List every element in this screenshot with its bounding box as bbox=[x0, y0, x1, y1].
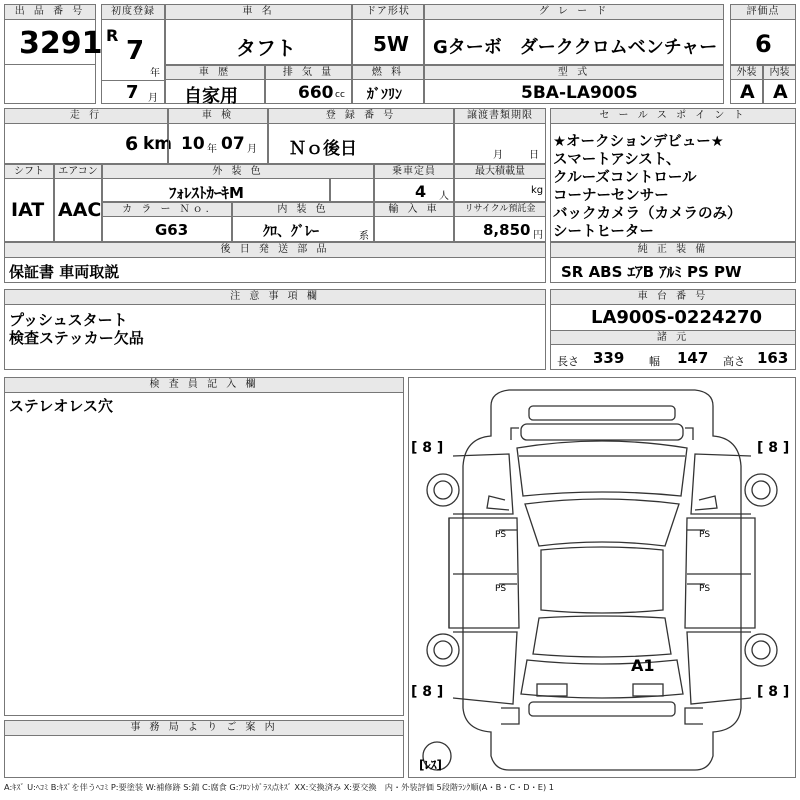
later-parts-label: 後 日 発 送 部 品 bbox=[4, 242, 546, 258]
car-diagram bbox=[409, 378, 795, 777]
capacity: 4 bbox=[415, 182, 427, 201]
mileage-label: 走 行 bbox=[4, 108, 168, 124]
exterior-color: ﾌｫﾚｽﾄｶｰｷM bbox=[169, 184, 244, 202]
interior-label: 内装 bbox=[763, 65, 796, 80]
height-label: 高さ bbox=[723, 355, 745, 368]
exterior-label: 外装 bbox=[730, 65, 763, 80]
genuine-box bbox=[550, 257, 796, 283]
load-unit: kg bbox=[531, 185, 544, 196]
dims-box bbox=[550, 344, 796, 370]
displacement-cell bbox=[265, 79, 352, 104]
color-no-cell bbox=[102, 216, 232, 242]
sales-point-line: バックカメラ（カメラのみ） bbox=[553, 206, 742, 222]
history-label: 車 歴 bbox=[165, 65, 265, 80]
transfer-cell bbox=[454, 123, 546, 164]
inspection-month-unit: 月 bbox=[247, 144, 257, 155]
import-label: 輸 入 車 bbox=[374, 202, 454, 217]
ac: AAC bbox=[58, 199, 102, 221]
history-cell bbox=[165, 79, 265, 107]
length: 339 bbox=[593, 349, 625, 367]
inspection-cell bbox=[168, 123, 268, 164]
spare-tire-label: [ﾚｽ] bbox=[419, 758, 442, 772]
exterior-grade: A bbox=[740, 81, 755, 103]
recycle-unit: 円 bbox=[533, 230, 543, 241]
history: 自家用 bbox=[184, 86, 238, 107]
inspector-text: ステレオレス穴 bbox=[9, 397, 113, 415]
sales-point-line: クルーズコントロール bbox=[553, 170, 697, 186]
genuine-label: 純 正 装 備 bbox=[550, 242, 796, 258]
color-no: G63 bbox=[155, 221, 189, 239]
model-name-label: 車 名 bbox=[165, 4, 352, 20]
inspector-label: 検 査 員 記 入 欄 bbox=[4, 377, 404, 393]
car-diagram-box bbox=[408, 377, 796, 778]
fuel: ｶﾞｿﾘﾝ bbox=[367, 87, 402, 103]
interior-grade: A bbox=[773, 81, 788, 103]
first-reg-label: 初度登録 bbox=[101, 4, 165, 20]
notes-label: 注 意 事 項 欄 bbox=[4, 289, 546, 305]
lot-number: 3291 bbox=[19, 26, 103, 61]
office-box bbox=[4, 735, 404, 778]
color-label: 外 装 色 bbox=[102, 164, 374, 179]
transfer-month-unit: 月 bbox=[493, 150, 503, 161]
transfer-label: 譲渡書類期限 bbox=[454, 108, 546, 124]
ps-mark: PS bbox=[495, 530, 507, 540]
score: 6 bbox=[755, 30, 772, 58]
chassis-box bbox=[550, 304, 796, 331]
score-cell bbox=[730, 19, 796, 65]
plate-cell bbox=[268, 123, 454, 164]
displacement: 660 bbox=[298, 83, 334, 103]
capacity-cell bbox=[374, 178, 454, 202]
score-label: 評価点 bbox=[730, 4, 796, 20]
fuel-label: 燃 料 bbox=[352, 65, 424, 80]
later-parts: 保証書 車両取説 bbox=[9, 263, 120, 281]
width: 147 bbox=[677, 349, 709, 367]
details-block bbox=[4, 108, 546, 242]
mileage: 6 bbox=[125, 133, 139, 155]
first-reg-month-cell bbox=[101, 80, 165, 104]
ac-cell bbox=[54, 178, 102, 242]
load-cell bbox=[454, 178, 546, 202]
color-no-label: カ ラ ー Ｎｏ. bbox=[102, 202, 232, 217]
mileage-unit: km bbox=[143, 134, 173, 154]
sales-point-line: スマートアシスト、 bbox=[553, 152, 681, 168]
plate-label: 登 録 番 号 bbox=[268, 108, 454, 124]
interior-color-cell bbox=[232, 216, 374, 242]
color-extra-cell bbox=[330, 178, 374, 202]
office-label: 事 務 局 よ り ご 案 内 bbox=[4, 720, 404, 736]
exterior-cell bbox=[730, 79, 763, 104]
inspection-year: 10 bbox=[181, 134, 205, 154]
sales-point-line: シートヒーター bbox=[553, 224, 654, 240]
ps-mark: PS bbox=[699, 530, 711, 540]
displacement-unit: cc bbox=[335, 90, 345, 100]
transfer-day-unit: 日 bbox=[529, 150, 539, 161]
tire-front-left-label: [ 8 ] bbox=[411, 440, 444, 456]
displacement-label: 排 気 量 bbox=[265, 65, 352, 80]
lot-label: 出 品 番 号 bbox=[4, 4, 96, 20]
shift: IAT bbox=[11, 199, 45, 221]
tire-rear-right-label: [ 8 ] bbox=[757, 684, 790, 700]
later-parts-box bbox=[4, 257, 546, 283]
notes-box bbox=[4, 304, 546, 370]
sales-points-box bbox=[550, 123, 796, 242]
chassis-number: LA900S-0224270 bbox=[591, 307, 763, 328]
length-label: 長さ bbox=[557, 355, 579, 368]
grade-label: グ レ ー ド bbox=[424, 4, 724, 20]
shift-label: シフト bbox=[4, 164, 54, 179]
interior-color-label: 内 装 色 bbox=[232, 202, 374, 217]
tire-front-right-label: [ 8 ] bbox=[757, 440, 790, 456]
inspection-label: 車 検 bbox=[168, 108, 268, 124]
ac-label: エアコン bbox=[54, 164, 102, 179]
chassis-label: 車 台 番 号 bbox=[550, 289, 796, 305]
lot-number-cell bbox=[4, 19, 103, 65]
capacity-label: 乗車定員 bbox=[374, 164, 454, 179]
damage-mark: A1 bbox=[631, 656, 655, 675]
grade: Gターボ ダーククロムベンチャー bbox=[433, 37, 718, 58]
model-code: 5BA-LA900S bbox=[521, 83, 638, 103]
load-label: 最大積載量 bbox=[454, 164, 546, 179]
reg-year: 7 bbox=[126, 36, 145, 66]
recycle-cell bbox=[454, 216, 546, 242]
height: 163 bbox=[757, 349, 789, 367]
sales-point-line: ★オークションデビュー★ bbox=[553, 134, 724, 150]
color-cell bbox=[102, 178, 330, 202]
shift-cell bbox=[4, 178, 54, 242]
dims-label: 諸 元 bbox=[550, 330, 796, 345]
ps-mark: PS bbox=[699, 584, 711, 594]
interior-color: ｸﾛ、ｸﾞﾚｰ bbox=[263, 224, 319, 240]
era: R bbox=[106, 26, 119, 45]
import-cell bbox=[374, 216, 454, 242]
reg-month: 7 bbox=[126, 82, 139, 103]
sales-point-line: コーナーセンサー bbox=[553, 188, 669, 204]
interior-cell bbox=[763, 79, 796, 104]
lot-blank-cell bbox=[4, 64, 96, 104]
grade-cell bbox=[424, 19, 724, 65]
note-line: プッシュスタート bbox=[9, 311, 128, 329]
door-label: ドア形状 bbox=[352, 4, 424, 20]
model-code-label: 型 式 bbox=[424, 65, 724, 80]
model-name: タフト bbox=[236, 36, 296, 60]
width-label: 幅 bbox=[649, 355, 660, 368]
genuine-equipment: SR ABS ｴｱB ｱﾙﾐ PS PW bbox=[561, 263, 742, 281]
reg-year-unit: 年 bbox=[150, 68, 160, 79]
inspector-box bbox=[4, 392, 404, 716]
capacity-unit: 人 bbox=[439, 191, 449, 202]
model-name-cell bbox=[165, 19, 352, 65]
interior-color-unit: 系 bbox=[359, 231, 369, 242]
reg-month-unit: 月 bbox=[148, 93, 158, 104]
model-code-cell bbox=[424, 79, 724, 104]
note-line: 検査ステッカー欠品 bbox=[9, 329, 144, 347]
tire-rear-left-label: [ 8 ] bbox=[411, 684, 444, 700]
inspection-year-unit: 年 bbox=[207, 144, 217, 155]
fuel-cell bbox=[352, 79, 424, 104]
ps-mark: PS bbox=[495, 584, 507, 594]
inspection-month: 07 bbox=[221, 134, 245, 154]
mileage-cell bbox=[4, 123, 173, 164]
plate: Ｎｏ後日 bbox=[289, 139, 357, 159]
legend: A:ｷｽﾞ U:ﾍｺﾐ B:ｷｽﾞを伴うﾍｺﾐ P:要塗装 W:補修跡 S:錆 C:腐食 G:ﾌﾛﾝﾄｶﾞﾗｽ点ｷｽﾞ XX:交換済み X:要交換 内・外装評価 5段階ﾗﾝｸ順(A・B・C・D・E) 1 bbox=[4, 782, 554, 792]
first-reg-cell bbox=[101, 19, 165, 81]
header-block bbox=[4, 4, 796, 107]
recycle: 8,850 bbox=[483, 221, 531, 239]
sales-points-label: セ ー ル ス ポ イ ン ト bbox=[550, 108, 796, 124]
door-cell bbox=[352, 19, 424, 65]
door-type: 5W bbox=[373, 32, 409, 56]
recycle-label: リサイクル預託金 bbox=[454, 202, 546, 217]
